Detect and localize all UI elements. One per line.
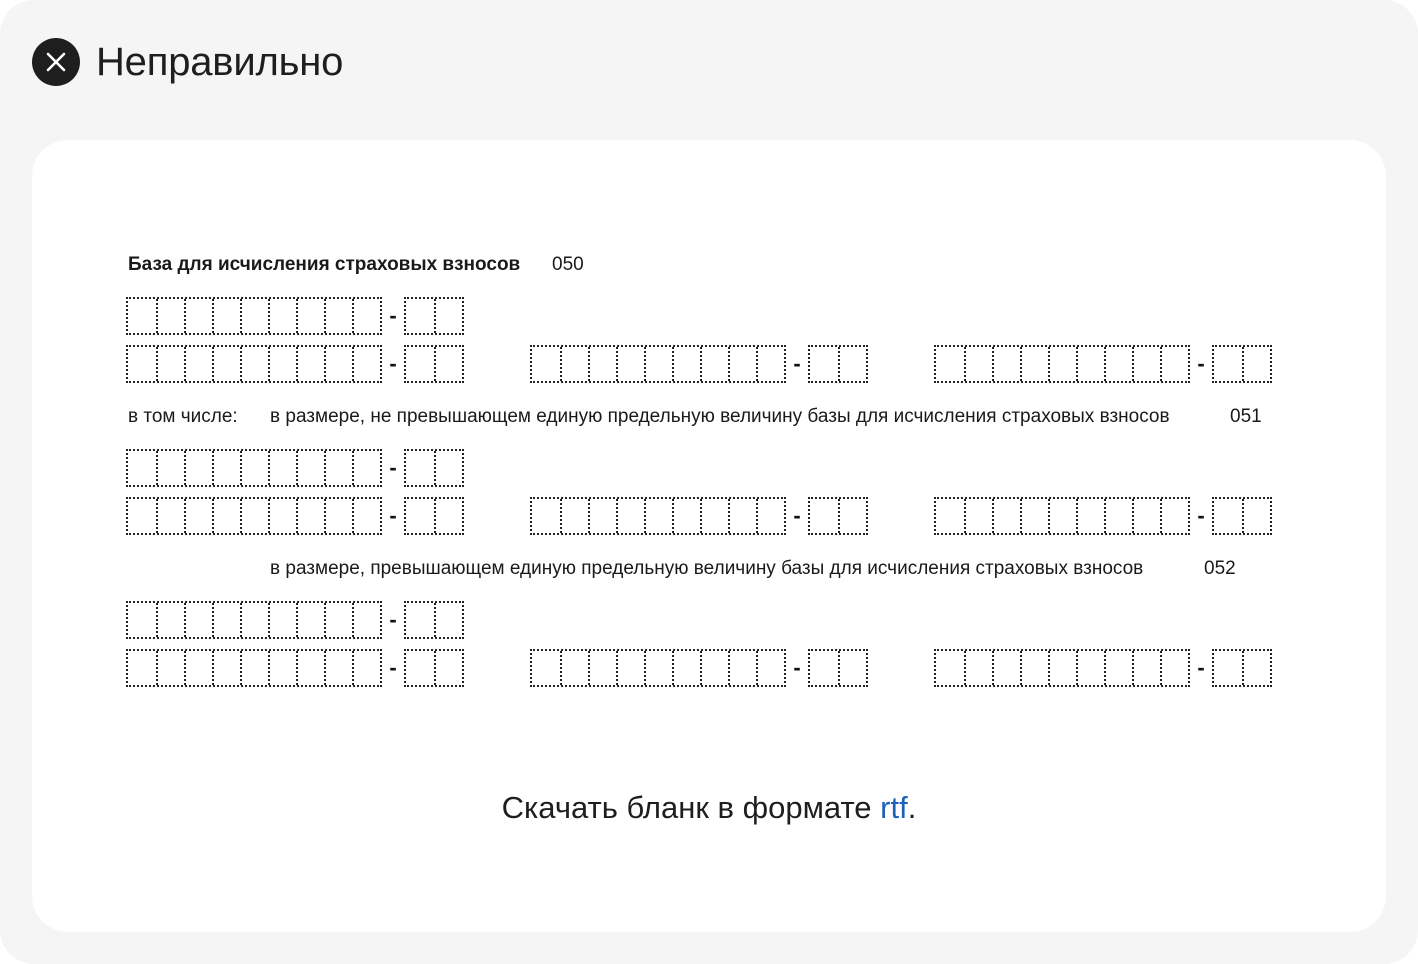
digit-cell[interactable]: [1214, 651, 1242, 685]
header: [32, 38, 343, 86]
digit-cell[interactable]: [212, 451, 240, 485]
amount-group: [934, 497, 1272, 535]
separator-dash: -: [793, 655, 801, 680]
amount-group: [530, 649, 868, 687]
page-title: Неправильно: [96, 39, 344, 84]
digit-cell[interactable]: [352, 651, 380, 685]
amount-group: [126, 649, 464, 687]
separator-dash: -: [793, 351, 801, 376]
digit-cell[interactable]: [964, 347, 992, 381]
including-label: в том числе:: [128, 406, 238, 427]
digit-cell[interactable]: [644, 347, 672, 381]
digit-cell[interactable]: [532, 499, 560, 533]
rubles-boxes[interactable]: [934, 345, 1190, 383]
amount-group: [530, 497, 868, 535]
digit-cell[interactable]: [616, 347, 644, 381]
digit-cell[interactable]: [700, 347, 728, 381]
digit-cell[interactable]: [156, 451, 184, 485]
kopecks-boxes[interactable]: [404, 497, 464, 535]
rubles-boxes[interactable]: [126, 449, 382, 487]
rubles-boxes[interactable]: [530, 345, 786, 383]
separator-dash: -: [389, 351, 397, 376]
digit-cell[interactable]: [324, 347, 352, 381]
digit-cell[interactable]: [434, 651, 462, 685]
code-050: 050: [552, 254, 584, 275]
digit-cell[interactable]: [1076, 347, 1104, 381]
rubles-boxes[interactable]: [934, 649, 1190, 687]
digit-cell[interactable]: [1076, 499, 1104, 533]
digit-cell[interactable]: [838, 499, 866, 533]
digit-cell[interactable]: [352, 299, 380, 333]
label-052: в размере, превышающем единую предельную величину базы для исчисления страховых взносов: [270, 558, 1144, 579]
digit-cell[interactable]: [700, 651, 728, 685]
digit-cell[interactable]: [212, 299, 240, 333]
kopecks-boxes[interactable]: [404, 297, 464, 335]
separator-dash: -: [389, 503, 397, 528]
digit-cell[interactable]: [184, 451, 212, 485]
digit-cell[interactable]: [184, 299, 212, 333]
digit-cell[interactable]: [964, 651, 992, 685]
digit-cell[interactable]: [184, 347, 212, 381]
digit-cell[interactable]: [1214, 347, 1242, 381]
digit-cell[interactable]: [296, 347, 324, 381]
form-card: [32, 140, 1386, 932]
close-icon: [32, 38, 80, 86]
separator-dash: -: [793, 503, 801, 528]
amount-group-top: [126, 297, 464, 335]
separator-dash: -: [389, 607, 397, 632]
digit-cell[interactable]: [1132, 499, 1160, 533]
rubles-boxes[interactable]: [530, 497, 786, 535]
digit-cell[interactable]: [588, 651, 616, 685]
digit-cell[interactable]: [434, 451, 462, 485]
digit-cell[interactable]: [240, 499, 268, 533]
digit-cell[interactable]: [406, 299, 434, 333]
digit-cell[interactable]: [644, 651, 672, 685]
amount-group-top: [126, 449, 464, 487]
digit-cell[interactable]: [588, 499, 616, 533]
digit-cell[interactable]: [532, 651, 560, 685]
digit-cell[interactable]: [184, 603, 212, 637]
digit-cell[interactable]: [324, 299, 352, 333]
separator-dash: -: [1197, 503, 1205, 528]
digit-cell[interactable]: [728, 347, 756, 381]
digit-cell[interactable]: [810, 651, 838, 685]
digit-cell[interactable]: [434, 499, 462, 533]
digit-cell[interactable]: [1160, 347, 1188, 381]
amount-group-top: [126, 601, 464, 639]
digit-cell[interactable]: [1020, 499, 1048, 533]
digit-cell[interactable]: [240, 603, 268, 637]
digit-cell[interactable]: [1132, 347, 1160, 381]
digit-cell[interactable]: [156, 603, 184, 637]
digit-cell[interactable]: [810, 499, 838, 533]
digit-cell[interactable]: [1020, 651, 1048, 685]
digit-cell[interactable]: [756, 499, 784, 533]
digit-cell[interactable]: [728, 499, 756, 533]
kopecks-boxes[interactable]: [404, 649, 464, 687]
digit-cell[interactable]: [156, 651, 184, 685]
digit-cell[interactable]: [352, 499, 380, 533]
digit-cell[interactable]: [700, 499, 728, 533]
digit-cell[interactable]: [936, 499, 964, 533]
digit-cell[interactable]: [560, 499, 588, 533]
digit-cell[interactable]: [672, 499, 700, 533]
digit-cell[interactable]: [434, 299, 462, 333]
digit-cell[interactable]: [616, 499, 644, 533]
digit-cell[interactable]: [128, 499, 156, 533]
digit-cell[interactable]: [1048, 651, 1076, 685]
digit-cell[interactable]: [1160, 651, 1188, 685]
digit-cell[interactable]: [1076, 651, 1104, 685]
rubles-boxes[interactable]: [530, 649, 786, 687]
code-051: 051: [1230, 406, 1262, 427]
digit-cell[interactable]: [1242, 651, 1270, 685]
digit-cell[interactable]: [992, 651, 1020, 685]
digit-cell[interactable]: [1104, 499, 1132, 533]
digit-cell[interactable]: [212, 603, 240, 637]
digit-cell[interactable]: [406, 603, 434, 637]
digit-cell[interactable]: [324, 603, 352, 637]
digit-cell[interactable]: [1048, 347, 1076, 381]
rubles-boxes[interactable]: [126, 345, 382, 383]
rubles-boxes[interactable]: [126, 497, 382, 535]
digit-cell[interactable]: [406, 451, 434, 485]
digit-cell[interactable]: [156, 499, 184, 533]
digit-cell[interactable]: [434, 603, 462, 637]
kopecks-boxes[interactable]: [404, 601, 464, 639]
digit-cell[interactable]: [406, 347, 434, 381]
digit-cell[interactable]: [296, 603, 324, 637]
kopecks-boxes[interactable]: [808, 649, 868, 687]
amount-group: [126, 345, 464, 383]
digit-cell[interactable]: [212, 499, 240, 533]
kopecks-boxes[interactable]: [1212, 649, 1272, 687]
digit-cell[interactable]: [560, 651, 588, 685]
digit-cell[interactable]: [128, 603, 156, 637]
digit-cell[interactable]: [268, 451, 296, 485]
digit-cell[interactable]: [964, 499, 992, 533]
digit-cell[interactable]: [240, 651, 268, 685]
digit-cell[interactable]: [992, 347, 1020, 381]
digit-cell[interactable]: [240, 347, 268, 381]
digit-cell[interactable]: [1048, 499, 1076, 533]
separator-dash: -: [389, 655, 397, 680]
digit-cell[interactable]: [1160, 499, 1188, 533]
digit-cell[interactable]: [268, 603, 296, 637]
digit-cell[interactable]: [296, 499, 324, 533]
digit-cell[interactable]: [184, 651, 212, 685]
rubles-boxes[interactable]: [934, 497, 1190, 535]
separator-dash: -: [389, 303, 397, 328]
digit-cell[interactable]: [672, 651, 700, 685]
label-051: в размере, не превышающем единую предельную величину базы для исчисления страховых взносов: [270, 406, 1170, 427]
digit-cell[interactable]: [240, 299, 268, 333]
digit-cell[interactable]: [756, 347, 784, 381]
amount-group: [934, 649, 1272, 687]
digit-cell[interactable]: [296, 299, 324, 333]
kopecks-boxes[interactable]: [808, 497, 868, 535]
digit-cell[interactable]: [1020, 347, 1048, 381]
kopecks-boxes[interactable]: [404, 345, 464, 383]
digit-cell[interactable]: [936, 651, 964, 685]
digit-cell[interactable]: [296, 451, 324, 485]
rtf-link[interactable]: rtf: [880, 790, 908, 825]
digit-cell[interactable]: [936, 347, 964, 381]
digit-cell[interactable]: [352, 451, 380, 485]
digit-cell[interactable]: [406, 499, 434, 533]
digit-cell[interactable]: [756, 651, 784, 685]
digit-cell[interactable]: [532, 347, 560, 381]
digit-cell[interactable]: [268, 651, 296, 685]
label-050: База для исчисления страховых взносов: [128, 254, 521, 275]
kopecks-boxes[interactable]: [808, 345, 868, 383]
kopecks-boxes[interactable]: [1212, 345, 1272, 383]
digit-cell[interactable]: [838, 347, 866, 381]
digit-cell[interactable]: [992, 499, 1020, 533]
digit-cell[interactable]: [406, 651, 434, 685]
digit-cell[interactable]: [324, 499, 352, 533]
code-052: 052: [1204, 558, 1236, 579]
separator-dash: -: [1197, 351, 1205, 376]
digit-cell[interactable]: [434, 347, 462, 381]
digit-cell[interactable]: [616, 651, 644, 685]
kopecks-boxes[interactable]: [1212, 497, 1272, 535]
digit-cell[interactable]: [588, 347, 616, 381]
digit-cell[interactable]: [128, 299, 156, 333]
digit-cell[interactable]: [672, 347, 700, 381]
separator-dash: -: [389, 455, 397, 480]
digit-cell[interactable]: [352, 603, 380, 637]
download-suffix: .: [907, 790, 917, 825]
digit-cell[interactable]: [128, 651, 156, 685]
digit-cell[interactable]: [212, 651, 240, 685]
digit-cell[interactable]: [1242, 499, 1270, 533]
separator-dash: -: [1197, 655, 1205, 680]
amount-group: [530, 345, 868, 383]
rubles-boxes[interactable]: [126, 649, 382, 687]
digit-cell[interactable]: [268, 499, 296, 533]
digit-cell[interactable]: [128, 347, 156, 381]
digit-cell[interactable]: [212, 347, 240, 381]
digit-cell[interactable]: [156, 299, 184, 333]
digit-cell[interactable]: [240, 451, 268, 485]
digit-cell[interactable]: [1214, 499, 1242, 533]
digit-cell[interactable]: [268, 347, 296, 381]
digit-cell[interactable]: [296, 651, 324, 685]
digit-cell[interactable]: [324, 451, 352, 485]
digit-cell[interactable]: [838, 651, 866, 685]
digit-cell[interactable]: [128, 451, 156, 485]
digit-cell[interactable]: [728, 651, 756, 685]
digit-cell[interactable]: [156, 347, 184, 381]
digit-cell[interactable]: [324, 651, 352, 685]
digit-cell[interactable]: [184, 499, 212, 533]
amount-group: [126, 497, 464, 535]
kopecks-boxes[interactable]: [404, 449, 464, 487]
rubles-boxes[interactable]: [126, 601, 382, 639]
rubles-boxes[interactable]: [126, 297, 382, 335]
amount-group: [934, 345, 1272, 383]
digit-cell[interactable]: [1104, 347, 1132, 381]
digit-cell[interactable]: [268, 299, 296, 333]
download-line: [32, 790, 1386, 826]
download-text: Скачать бланк в формате: [501, 790, 881, 825]
digit-cell[interactable]: [1242, 347, 1270, 381]
digit-cell[interactable]: [1132, 651, 1160, 685]
digit-cell[interactable]: [1104, 651, 1132, 685]
digit-cell[interactable]: [644, 499, 672, 533]
digit-cell[interactable]: [560, 347, 588, 381]
digit-cell[interactable]: [352, 347, 380, 381]
digit-cell[interactable]: [810, 347, 838, 381]
